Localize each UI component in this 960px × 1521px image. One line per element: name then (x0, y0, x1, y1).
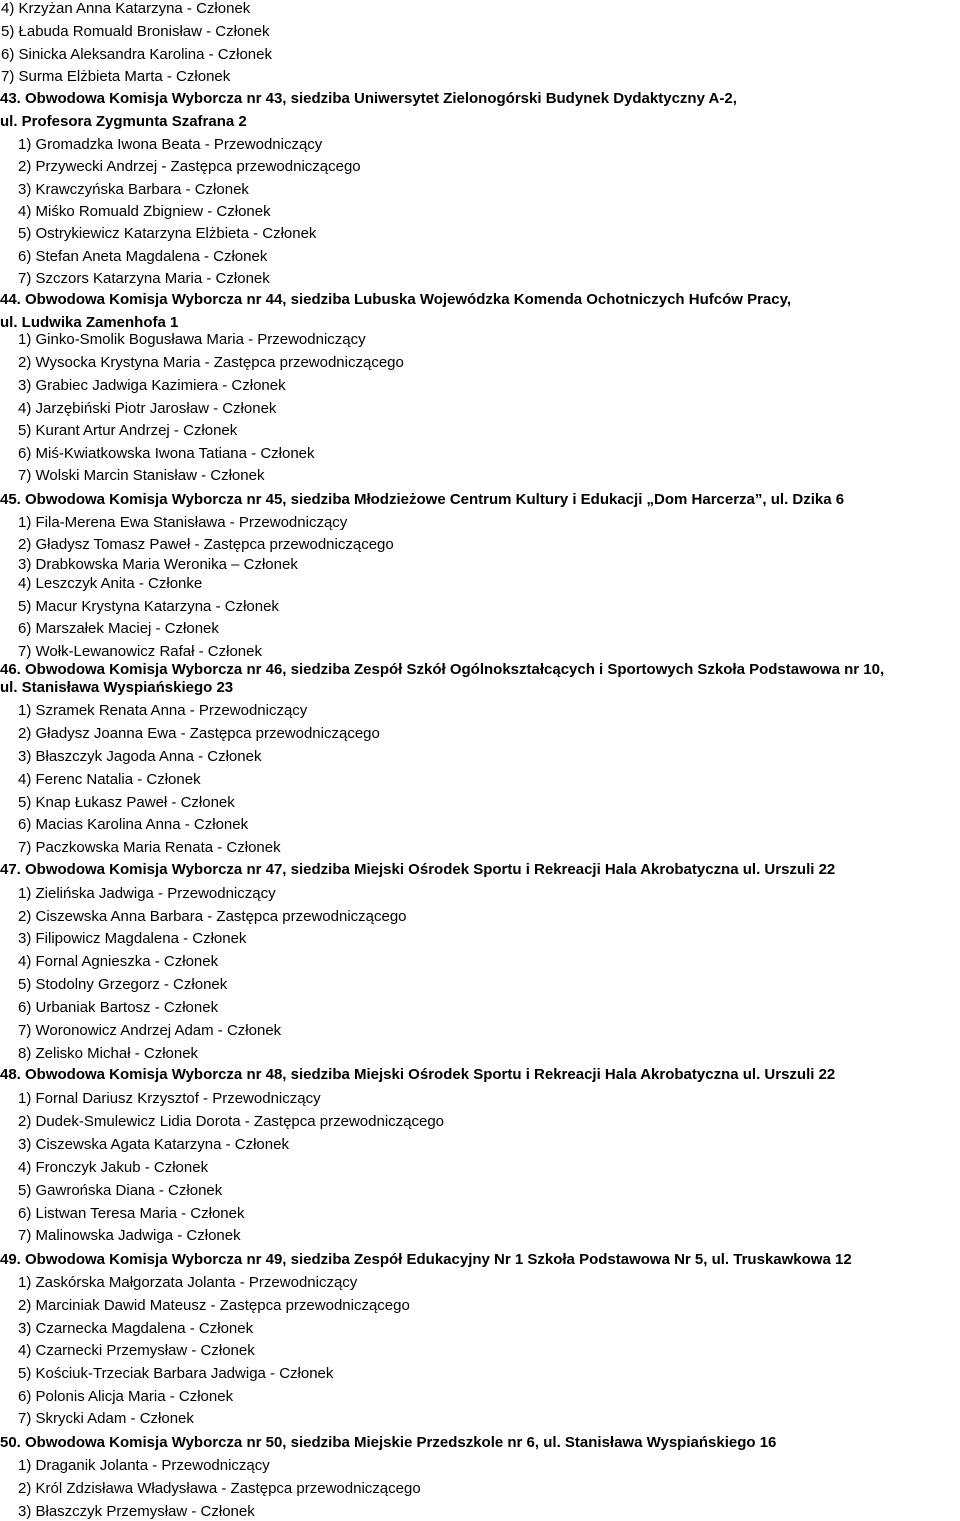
member-entry: 4) Fronczyk Jakub - Członek (18, 1159, 209, 1176)
member-entry: 7) Wołk-Lewanowicz Rafał - Członek (18, 643, 262, 660)
member-entry: 3) Drabkowska Maria Weronika – Członek (18, 556, 298, 573)
member-entry: 2) Ciszewska Anna Barbara - Zastępca przewodniczącego (18, 908, 407, 925)
member-entry: 3) Czarnecka Magdalena - Członek (18, 1320, 254, 1337)
member-entry: 2) Przywecki Andrzej - Zastępca przewodniczącego (18, 158, 361, 175)
member-entry-continued: 6) Sinicka Aleksandra Karolina - Członek (1, 46, 272, 63)
member-entry: 7) Paczkowska Maria Renata - Członek (18, 839, 281, 856)
commission-heading: 43. Obwodowa Komisja Wyborcza nr 43, siedziba Uniwersytet Zielonogórski Budynek Dydaktyczny A-2, (0, 90, 737, 107)
commission-heading: 48. Obwodowa Komisja Wyborcza nr 48, siedziba Miejski Ośrodek Sportu i Rekreacji Hala Akrobatyczna ul. Urszuli 22 (0, 1066, 836, 1083)
member-entry: 6) Urbaniak Bartosz - Członek (18, 999, 219, 1016)
member-entry: 7) Szczors Katarzyna Maria - Członek (18, 270, 270, 287)
member-entry: 4) Ferenc Natalia - Członek (18, 771, 201, 788)
member-entry: 5) Macur Krystyna Katarzyna - Członek (18, 598, 279, 615)
member-entry: 2) Król Zdzisława Władysława - Zastępca przewodniczącego (18, 1480, 421, 1497)
commission-heading: 45. Obwodowa Komisja Wyborcza nr 45, siedziba Młodzieżowe Centrum Kultury i Edukacji „Dom Harcerza”, ul. Dzika 6 (0, 491, 845, 508)
member-entry: 2) Gładysz Joanna Ewa - Zastępca przewodniczącego (18, 725, 380, 742)
commission-heading: 46. Obwodowa Komisja Wyborcza nr 46, siedziba Zespół Szkół Ogólnokształcących i Sportowych Szkoła Podstawowa nr 10, (0, 661, 885, 678)
member-entry: 7) Woronowicz Andrzej Adam - Członek (18, 1022, 282, 1039)
member-entry: 2) Gładysz Tomasz Paweł - Zastępca przewodniczącego (18, 536, 394, 553)
member-entry: 6) Miś-Kwiatkowska Iwona Tatiana - Członek (18, 445, 315, 462)
commission-heading: 50. Obwodowa Komisja Wyborcza nr 50, siedziba Miejskie Przedszkole nr 6, ul. Stanisława Wyspiańskiego 16 (0, 1434, 777, 1451)
member-entry: 4) Leszczyk Anita - Członke (18, 575, 203, 592)
member-entry: 6) Polonis Alicja Maria - Członek (18, 1388, 234, 1405)
member-entry: 3) Błaszczyk Jagoda Anna - Członek (18, 748, 262, 765)
member-entry: 4) Miśko Romuald Zbigniew - Członek (18, 203, 271, 220)
member-entry: 7) Malinowska Jadwiga - Członek (18, 1227, 241, 1244)
member-entry: 5) Gawrońska Diana - Członek (18, 1182, 223, 1199)
member-entry: 5) Ostrykiewicz Katarzyna Elżbieta - Członek (18, 225, 317, 242)
member-entry-continued: 7) Surma Elżbieta Marta - Członek (1, 68, 231, 85)
commission-heading: 49. Obwodowa Komisja Wyborcza nr 49, siedziba Zespół Edukacyjny Nr 1 Szkoła Podstawowa Nr 5, ul. Truskawkowa 12 (0, 1251, 852, 1268)
member-entry: 2) Marciniak Dawid Mateusz - Zastępca przewodniczącego (18, 1297, 410, 1314)
commission-heading: 47. Obwodowa Komisja Wyborcza nr 47, siedziba Miejski Ośrodek Sportu i Rekreacji Hala Akrobatyczna ul. Urszuli 22 (0, 861, 836, 878)
member-entry: 1) Gromadzka Iwona Beata - Przewodniczący (18, 136, 323, 153)
member-entry: 3) Grabiec Jadwiga Kazimiera - Członek (18, 377, 286, 394)
member-entry: 1) Ginko-Smolik Bogusława Maria - Przewodniczący (18, 331, 366, 348)
commission-heading: ul. Profesora Zygmunta Szafrana 2 (0, 113, 247, 130)
member-entry: 2) Wysocka Krystyna Maria - Zastępca przewodniczącego (18, 354, 404, 371)
member-entry: 1) Szramek Renata Anna - Przewodniczący (18, 702, 308, 719)
member-entry: 1) Fornal Dariusz Krzysztof - Przewodniczący (18, 1090, 321, 1107)
member-entry: 5) Stodolny Grzegorz - Członek (18, 976, 228, 993)
member-entry: 1) Zielińska Jadwiga - Przewodniczący (18, 885, 276, 902)
member-entry-continued: 4) Krzyżan Anna Katarzyna - Członek (1, 0, 251, 17)
member-entry: 1) Draganik Jolanta - Przewodniczący (18, 1457, 270, 1474)
member-entry: 5) Knap Łukasz Paweł - Członek (18, 794, 235, 811)
member-entry: 3) Ciszewska Agata Katarzyna - Członek (18, 1136, 289, 1153)
member-entry: 5) Kurant Artur Andrzej - Członek (18, 422, 238, 439)
member-entry: 6) Stefan Aneta Magdalena - Członek (18, 248, 268, 265)
commission-heading: ul. Stanisława Wyspiańskiego 23 (0, 679, 234, 696)
member-entry: 1) Fila-Merena Ewa Stanisława - Przewodniczący (18, 514, 348, 531)
member-entry: 6) Marszałek Maciej - Członek (18, 620, 219, 637)
member-entry: 2) Dudek-Smulewicz Lidia Dorota - Zastępca przewodniczącego (18, 1113, 445, 1130)
member-entry: 4) Czarnecki Przemysław - Członek (18, 1342, 255, 1359)
member-entry-continued: 5) Łabuda Romuald Bronisław - Członek (1, 23, 270, 40)
member-entry: 3) Filipowicz Magdalena - Członek (18, 930, 247, 947)
commission-heading: 44. Obwodowa Komisja Wyborcza nr 44, siedziba Lubuska Wojewódzka Komenda Ochotniczych Hufców Pracy, (0, 291, 792, 308)
commission-heading: ul. Ludwika Zamenhofa 1 (0, 314, 179, 331)
member-entry: 7) Wolski Marcin Stanisław - Członek (18, 467, 265, 484)
member-entry: 3) Błaszczyk Przemysław - Członek (18, 1503, 255, 1520)
member-entry: 5) Kościuk-Trzeciak Barbara Jadwiga - Członek (18, 1365, 334, 1382)
member-entry: 1) Zaskórska Małgorzata Jolanta - Przewodniczący (18, 1274, 358, 1291)
member-entry: 3) Krawczyńska Barbara - Członek (18, 181, 249, 198)
member-entry: 6) Listwan Teresa Maria - Członek (18, 1205, 245, 1222)
member-entry: 4) Jarzębiński Piotr Jarosław - Członek (18, 400, 277, 417)
member-entry: 4) Fornal Agnieszka - Członek (18, 953, 219, 970)
member-entry: 7) Skrycki Adam - Członek (18, 1410, 194, 1427)
member-entry: 8) Zelisko Michał - Członek (18, 1045, 199, 1062)
member-entry: 6) Macias Karolina Anna - Członek (18, 816, 249, 833)
